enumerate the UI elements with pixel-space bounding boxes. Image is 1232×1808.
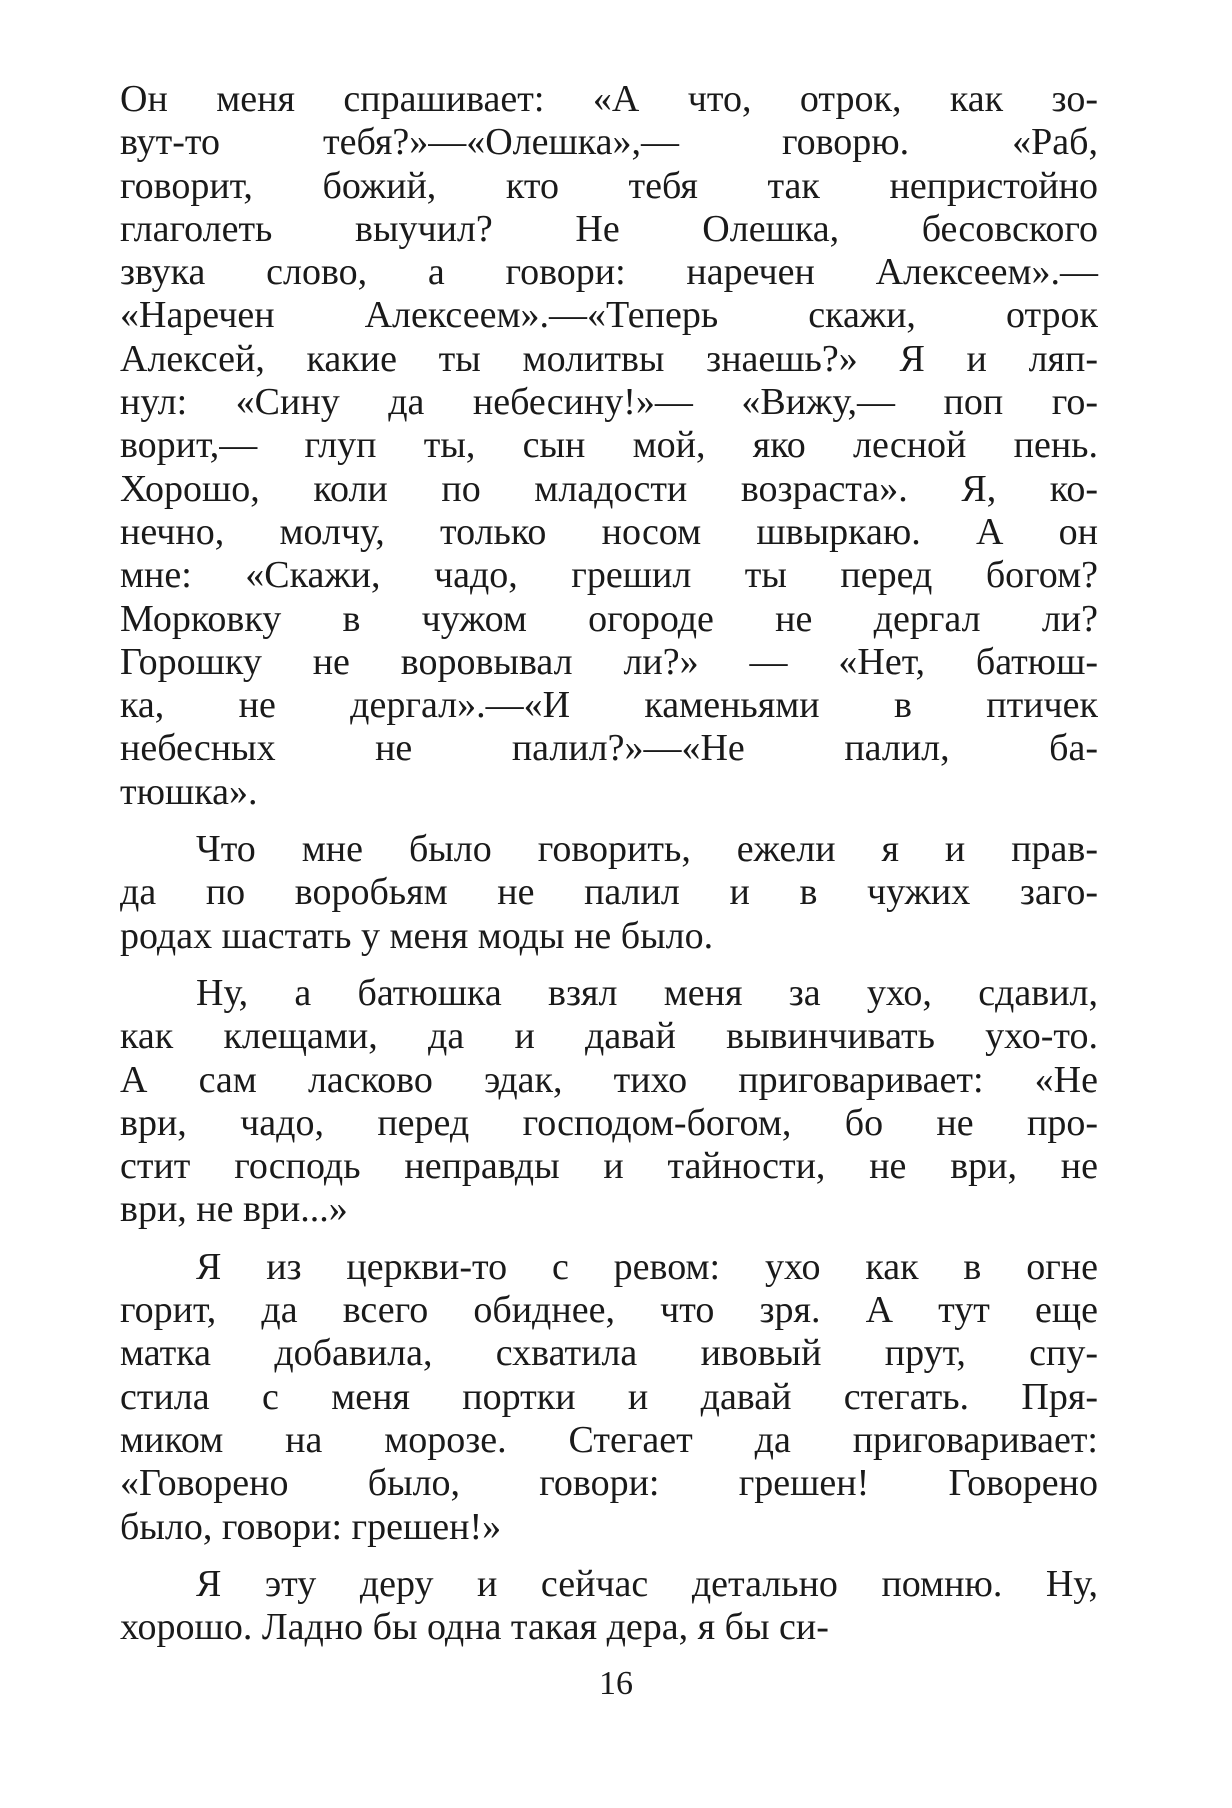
paragraph <box>120 78 1098 814</box>
text-line: Ну, а батюшка взял меня за ухо, сдавил, <box>196 971 1098 1014</box>
text-line: Что мне было говорить, ежели я и прав- <box>196 828 1098 871</box>
text-line: ври, чадо, перед господом-богом, бо не про- <box>120 1101 1098 1144</box>
text-line: нечно, молчу, только носом швыркаю. А он <box>120 510 1098 553</box>
text-line: Я эту деру и сейчас детально помню. Ну, <box>196 1562 1098 1605</box>
paragraph-gap <box>120 958 1098 972</box>
text-line: вут-то тебя?»—«Олешка»,— говорю. «Раб, <box>120 121 1098 164</box>
text-line: как клещами, да и давай вывинчивать ухо-то. <box>120 1015 1098 1058</box>
text-line: Алексей, какие ты молитвы знаешь?» Я и ляп- <box>120 337 1098 380</box>
text-line: стит господь неправды и тайности, не ври, не <box>120 1145 1098 1188</box>
paragraph <box>120 1246 1098 1549</box>
text-line: Горошку не воровывал ли?» — «Нет, батюш- <box>120 640 1098 683</box>
text-line: горит, да всего обиднее, что зря. А тут еще <box>120 1289 1098 1332</box>
text-line: ври, не ври...» <box>120 1188 348 1231</box>
text-line: родах шастать у меня моды не было. <box>120 914 714 957</box>
text-line: мне: «Скажи, чадо, грешил ты перед богом? <box>120 554 1098 597</box>
text-line: да по воробьям не палил и в чужих заго- <box>120 871 1098 914</box>
page-body-text <box>120 78 1098 1649</box>
text-line: Он меня спрашивает: «А что, отрок, как зо- <box>120 78 1098 120</box>
text-line: было, говори: грешен!» <box>120 1505 502 1548</box>
text-line: хорошо. Ладно бы одна такая дера, я бы си- <box>120 1606 829 1649</box>
paragraph-gap <box>120 1232 1098 1246</box>
text-line: глаголеть выучил? Не Олешка, бесовского <box>120 207 1098 250</box>
text-line: матка добавила, схватила ивовый прут, спу- <box>120 1332 1098 1375</box>
text-line: ка, не дергал».—«И каменьями в птичек <box>120 684 1098 727</box>
text-line: звука слово, а говори: наречен Алексеем».— <box>120 251 1098 294</box>
text-line: стила с меня портки и давай стегать. Пря- <box>120 1375 1098 1418</box>
text-line: тюшка». <box>120 770 258 813</box>
text-line: «Наречен Алексеем».—«Теперь скажи, отрок <box>120 294 1098 337</box>
text-line: небесных не палил?»—«Не палил, ба- <box>120 727 1098 770</box>
text-line: миком на морозе. Стегает да приговаривает: <box>120 1418 1098 1461</box>
paragraph-gap <box>120 1549 1098 1563</box>
text-line: Я из церкви-то с ревом: ухо как в огне <box>196 1245 1098 1288</box>
paragraph <box>120 1563 1098 1650</box>
page-number: 16 <box>599 1665 633 1702</box>
paragraph-gap <box>120 814 1098 828</box>
text-line: говорит, божий, кто тебя так непристойно <box>120 164 1098 207</box>
text-line: ворит,— глуп ты, сын мой, яко лесной пень. <box>120 424 1098 467</box>
text-line: А сам ласково эдак, тихо приговаривает: «Не <box>120 1058 1098 1101</box>
text-line: нул: «Сину да небесину!»— «Вижу,— поп го- <box>120 381 1098 424</box>
paragraph <box>120 972 1098 1232</box>
text-line: Хорошо, коли по младости возраста». Я, ко- <box>120 467 1098 510</box>
text-line: Морковку в чужом огороде не дергал ли? <box>120 597 1098 640</box>
text-line: «Говорено было, говори: грешен! Говорено <box>120 1462 1098 1505</box>
paragraph <box>120 828 1098 958</box>
